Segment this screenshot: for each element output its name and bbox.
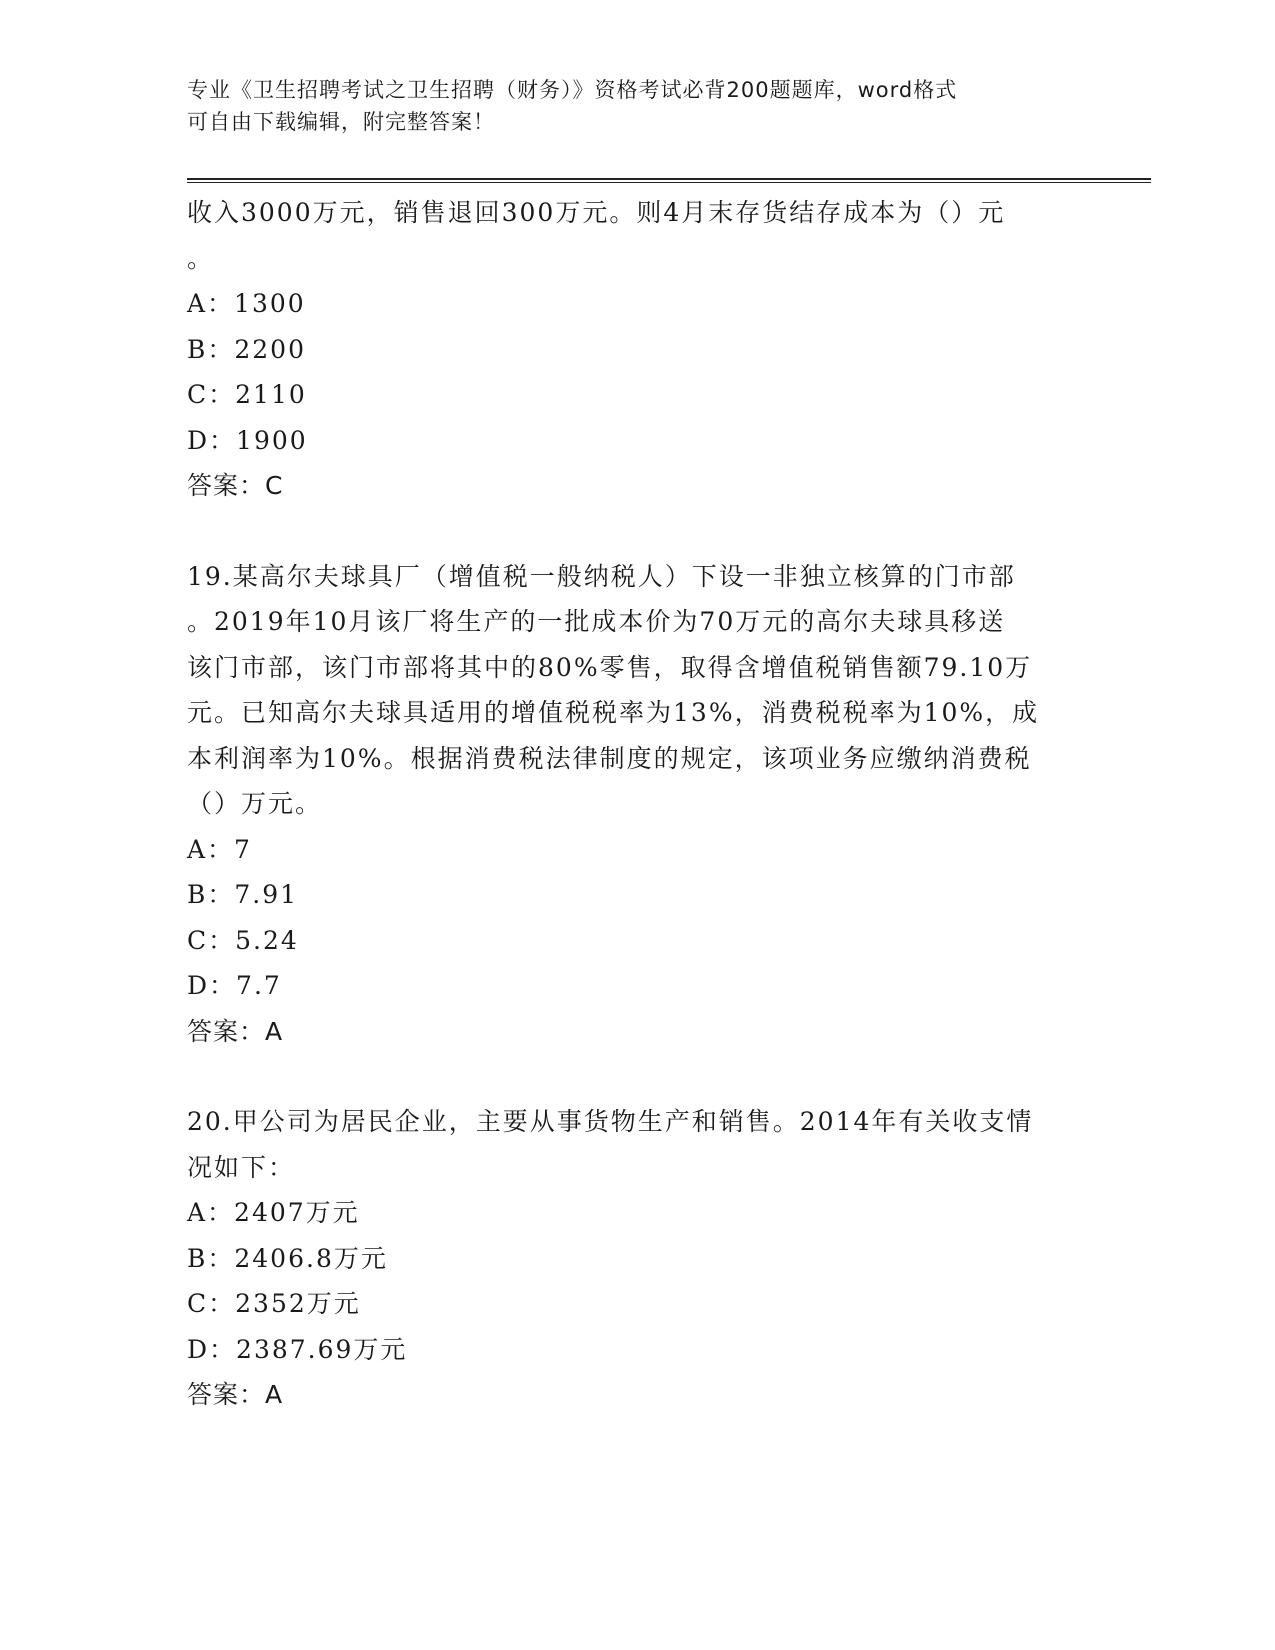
question-stem-line: 。: [187, 243, 215, 273]
option-b: B：7.91: [187, 880, 299, 909]
option-b: B：2406.8万元: [187, 1243, 388, 1273]
option-b: B：2200: [187, 334, 306, 364]
option-d: D：1900: [187, 425, 308, 455]
option-c: C：2352万元: [187, 1289, 361, 1318]
header-title-line-1: 专业《卫生招聘考试之卫生招聘（财务）》资格考试必背200题题库，word格式: [187, 78, 958, 102]
question-19: [187, 554, 1087, 1055]
question-stem-line: 况如下：: [187, 1152, 296, 1182]
question-stem-line: 。2019年10月该厂将生产的一批成本价为70万元的高尔夫球具移送: [187, 607, 1006, 636]
answer-label: 答案：A: [187, 1016, 284, 1046]
option-c: C：5.24: [187, 925, 299, 955]
question-spacer: [187, 509, 1087, 554]
answer-label: 答案：A: [187, 1380, 284, 1409]
option-c: C：2110: [187, 380, 307, 409]
question-spacer: [187, 1054, 1087, 1099]
question-18: [187, 190, 1087, 509]
option-a: A：2407万元: [187, 1198, 360, 1227]
answer-label: 答案：C: [187, 471, 284, 500]
option-a: A：7: [187, 834, 252, 864]
question-stem-line: 元。已知高尔夫球具适用的增值税税率为13%，消费税税率为10%，成: [187, 698, 1040, 727]
question-stem-line: （）万元。: [187, 789, 323, 818]
document-header: [187, 74, 1067, 138]
option-d: D：7.7: [187, 971, 282, 1000]
option-d: D：2387.69万元: [187, 1334, 408, 1364]
document-body: [187, 190, 1087, 1418]
question-stem-line: 收入3000万元，销售退回300万元。则4月末存货结存成本为（）元: [187, 198, 1006, 227]
question-20: [187, 1099, 1087, 1418]
question-stem-line: 该门市部，该门市部将其中的80%零售，取得含增值税销售额79.10万: [187, 652, 1033, 682]
question-stem-line: 20.甲公司为居民企业，主要从事货物生产和销售。2014年有关收支情: [187, 1107, 1034, 1136]
header-title-line-2: 可自由下载编辑，附完整答案！: [187, 110, 495, 134]
option-a: A：1300: [187, 289, 306, 318]
question-stem-line: 19.某高尔夫球具厂（增值税一般纳税人）下设一非独立核算的门市部: [187, 561, 1016, 591]
question-stem-line: 本利润率为10%。根据消费税法律制度的规定，该项业务应缴纳消费税: [187, 743, 1032, 773]
header-divider: [187, 178, 1151, 183]
